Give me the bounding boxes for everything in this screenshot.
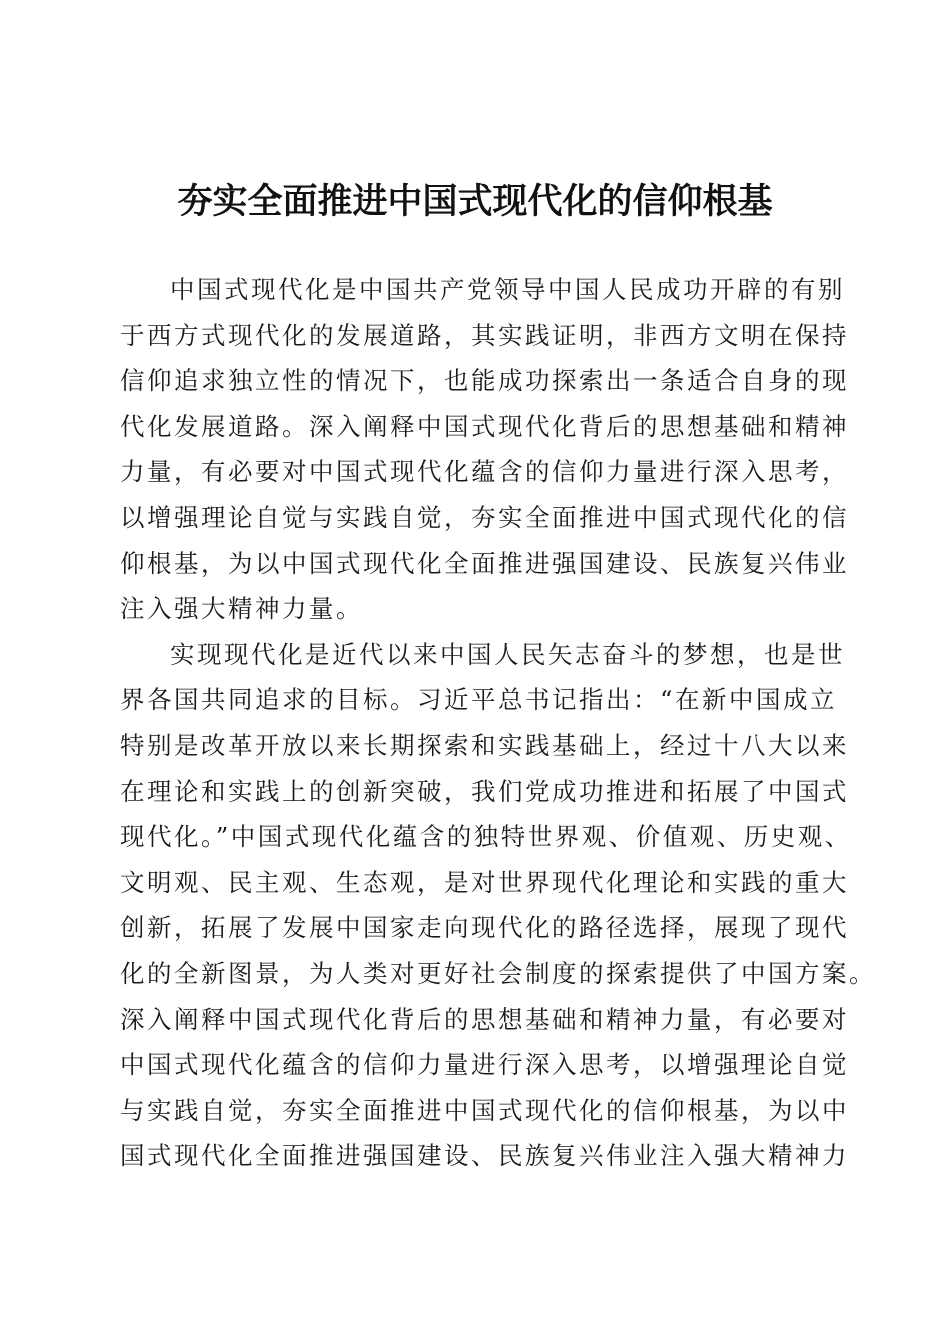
paragraph-line: 化的全新图景，为人类对更好社会制度的探索提供了中国方案。 [120,958,876,988]
paragraph-line: 中国式现代化是中国共产党领导中国人民成功开辟的有别 [170,275,845,304]
paragraph-line: 以增强理论自觉与实践自觉，夯实全面推进中国式现代化的信 [120,502,849,532]
document-body [120,267,876,1179]
paragraph-line: 现代化。”中国式现代化蕴含的独特世界观、价值观、历史观、 [120,822,852,852]
paragraph-line: 注入强大精神力量。 [120,594,363,624]
paragraph-line: 界各国共同追求的目标。习近平总书记指出：“在新中国成立 [120,685,838,715]
paragraph-line: 文明观、民主观、生态观，是对世界现代化理论和实践的重大 [120,867,849,897]
document-title: 夯实全面推进中国式现代化的信仰根基 [177,181,773,222]
paragraph-line: 在理论和实践上的创新突破，我们党成功推进和拓展了中国式 [120,776,849,806]
paragraph-line: 实现现代化是近代以来中国人民矢志奋斗的梦想，也是世 [170,639,845,669]
paragraph-line: 中国式现代化蕴含的信仰力量进行深入思考，以增强理论自觉 [120,1050,849,1080]
paragraph-line: 创新，拓展了发展中国家走向现代化的路径选择，展现了现代 [120,913,849,943]
paragraph-line: 于西方式现代化的发展道路，其实践证明，非西方文明在保持 [120,320,849,350]
paragraph-line: 与实践自觉，夯实全面推进中国式现代化的信仰根基，为以中 [120,1095,849,1125]
paragraph-line: 力量，有必要对中国式现代化蕴含的信仰力量进行深入思考， [120,457,849,487]
paragraph-line: 仰根基，为以中国式现代化全面推进强国建设、民族复兴伟业 [120,548,849,578]
paragraph-line: 深入阐释中国式现代化背后的思想基础和精神力量，有必要对 [120,1004,849,1034]
paragraph-line: 国式现代化全面推进强国建设、民族复兴伟业注入强大精神力 [120,1141,849,1171]
paragraph-line: 代化发展道路。深入阐释中国式现代化背后的思想基础和精神 [120,411,849,441]
paragraph-line: 特别是改革开放以来长期探索和实践基础上，经过十八大以来 [120,730,849,760]
paragraph-1 [120,267,849,632]
paragraph-2 [120,632,876,1179]
paragraph-line: 信仰追求独立性的情况下，也能成功探索出一条适合自身的现 [120,366,849,396]
